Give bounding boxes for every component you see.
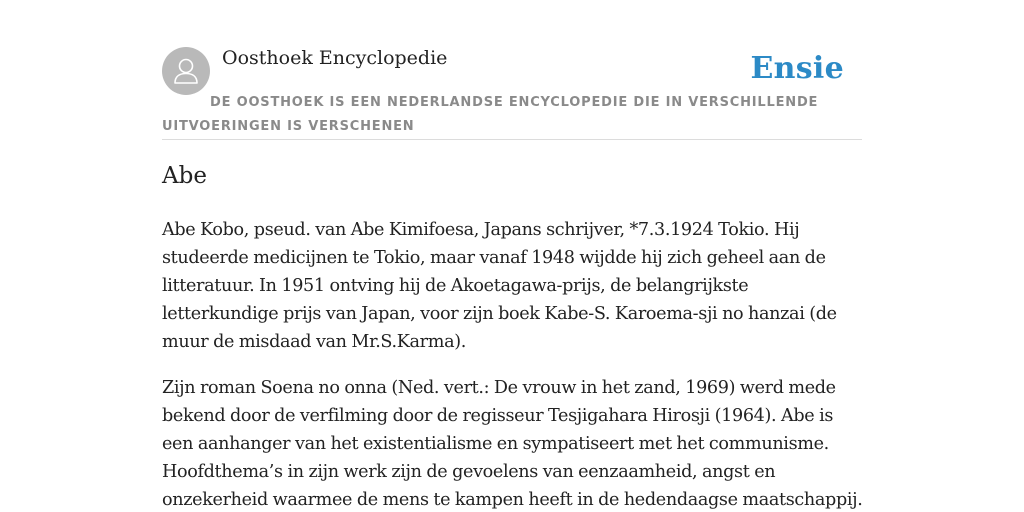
paragraph-line: Abe Kobo, pseud. van Abe Kimifoesa, Japans schrijver, *7.3.1924 Tokio. Hij (162, 220, 800, 240)
paragraph-line: letterkundige prijs van Japan, voor zijn boek Kabe-S. Karoema-sji no hanzai (de (162, 304, 837, 324)
article-paragraph (162, 374, 864, 512)
article-paragraph (162, 216, 864, 356)
user-placeholder-icon[interactable] (162, 47, 210, 95)
article-body (162, 216, 864, 512)
paragraph-line: bekend door de verfilming door de regisseur Tesjigahara Hirosji (1964). Abe is (162, 406, 834, 426)
paragraph-line: studeerde medicijnen te Tokio, maar vanaf 1948 wijdde hij zich geheel aan de (162, 248, 826, 268)
paragraph-line: onzekerheid waarmee de mens te kampen heeft in de hedendaagse maatschappij. (162, 490, 863, 510)
paragraph-line: muur de misdaad van Mr.S.Karma). (162, 332, 466, 352)
source-description: DE OOSTHOEK IS EEN NEDERLANDSE ENCYCLOPEDIE DIE IN VERSCHILLENDE UITVOERINGEN IS VERSCHENEN (162, 95, 819, 134)
paragraph-line: litteratuur. In 1951 ontving hij de Akoetagawa-prijs, de belangrijkste (162, 276, 749, 296)
source-name-link[interactable]: Oosthoek Encyclopedie (222, 47, 448, 69)
ensie-logo[interactable]: Ensie (750, 51, 844, 86)
paragraph-line: Zijn roman Soena no onna (Ned. vert.: De vrouw in het zand, 1969) werd mede (162, 378, 836, 398)
paragraph-line: Hoofdthema’s in zijn werk zijn de gevoelens van eenzaamheid, angst en (162, 462, 776, 482)
user-placeholder-icon-graphic (162, 47, 210, 95)
source-header (162, 44, 862, 140)
article-title: Abe (162, 163, 207, 189)
paragraph-line: een aanhanger van het existentialisme en sympatiseert met het communisme. (162, 434, 829, 454)
